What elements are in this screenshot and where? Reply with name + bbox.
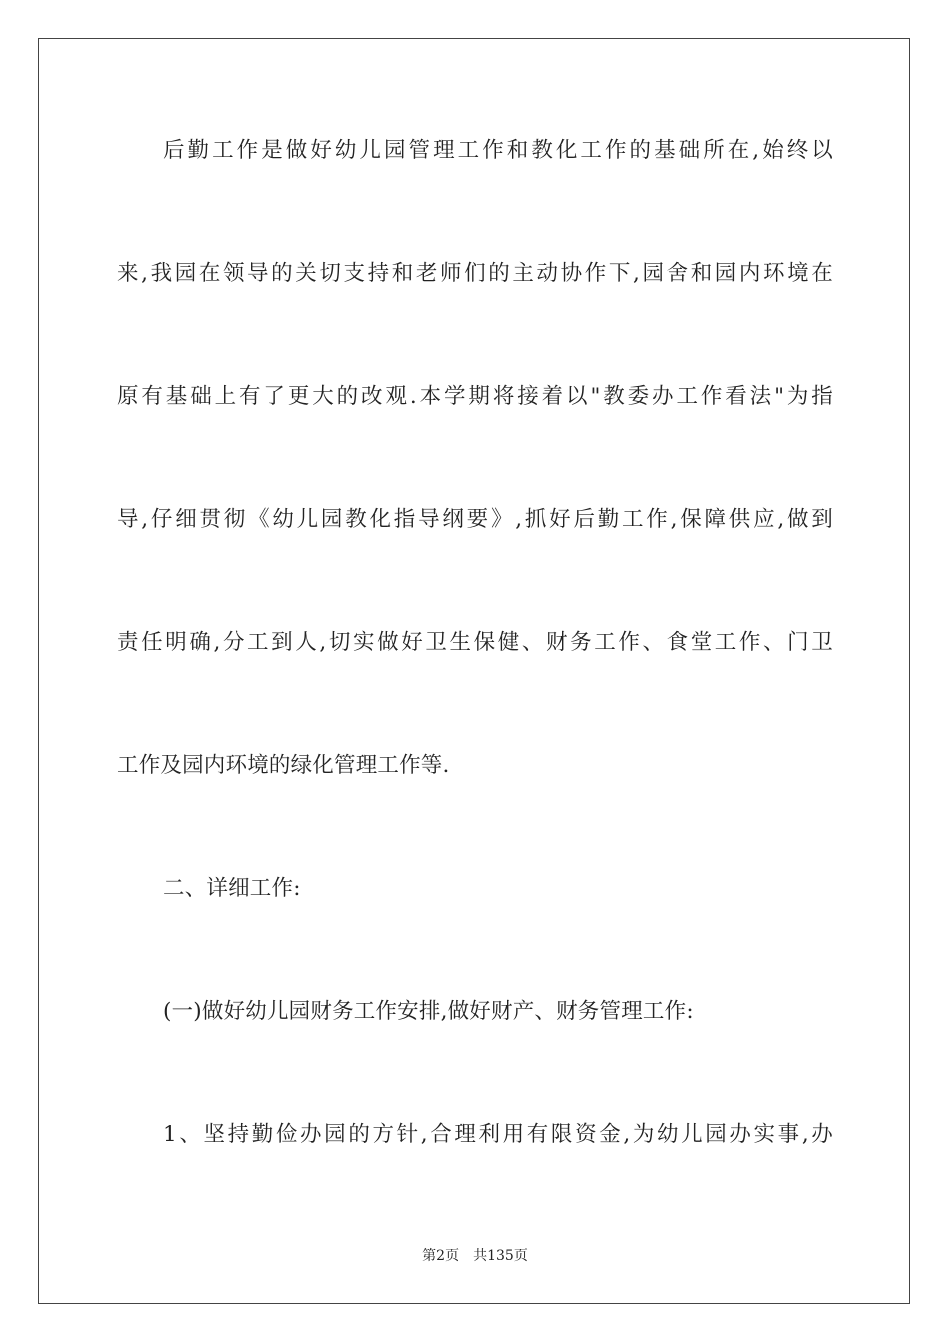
page-footer: [0, 1247, 950, 1265]
subsection-heading: (一)做好幼儿园财务工作安排,做好财产、财务管理工作:: [163, 999, 694, 1024]
page-border: [38, 38, 910, 1304]
paragraph-line-4: 导,仔细贯彻《幼儿园教化指导纲要》,抓好后勤工作,保障供应,做到: [117, 507, 833, 532]
paragraph-line-6: 工作及园内环境的绿化管理工作等.: [117, 753, 450, 778]
paragraph-line-3: 原有基础上有了更大的改观.本学期将接着以"教委办工作看法"为指: [117, 384, 833, 409]
list-item-1-line: 1、坚持勤俭办园的方针,合理利用有限资金,为幼儿园办实事,办: [163, 1122, 833, 1147]
paragraph-line-5: 责任明确,分工到人,切实做好卫生保健、财务工作、食堂工作、门卫: [117, 630, 833, 655]
paragraph-line-1: 后勤工作是做好幼儿园管理工作和教化工作的基础所在,始终以: [163, 138, 833, 163]
paragraph-line-2: 来,我园在领导的关切支持和老师们的主动协作下,园舍和园内环境在: [117, 261, 833, 286]
section-heading: 二、详细工作:: [163, 876, 301, 901]
page-number: 第2页: [422, 1248, 460, 1264]
page-total: 共135页: [473, 1248, 528, 1264]
